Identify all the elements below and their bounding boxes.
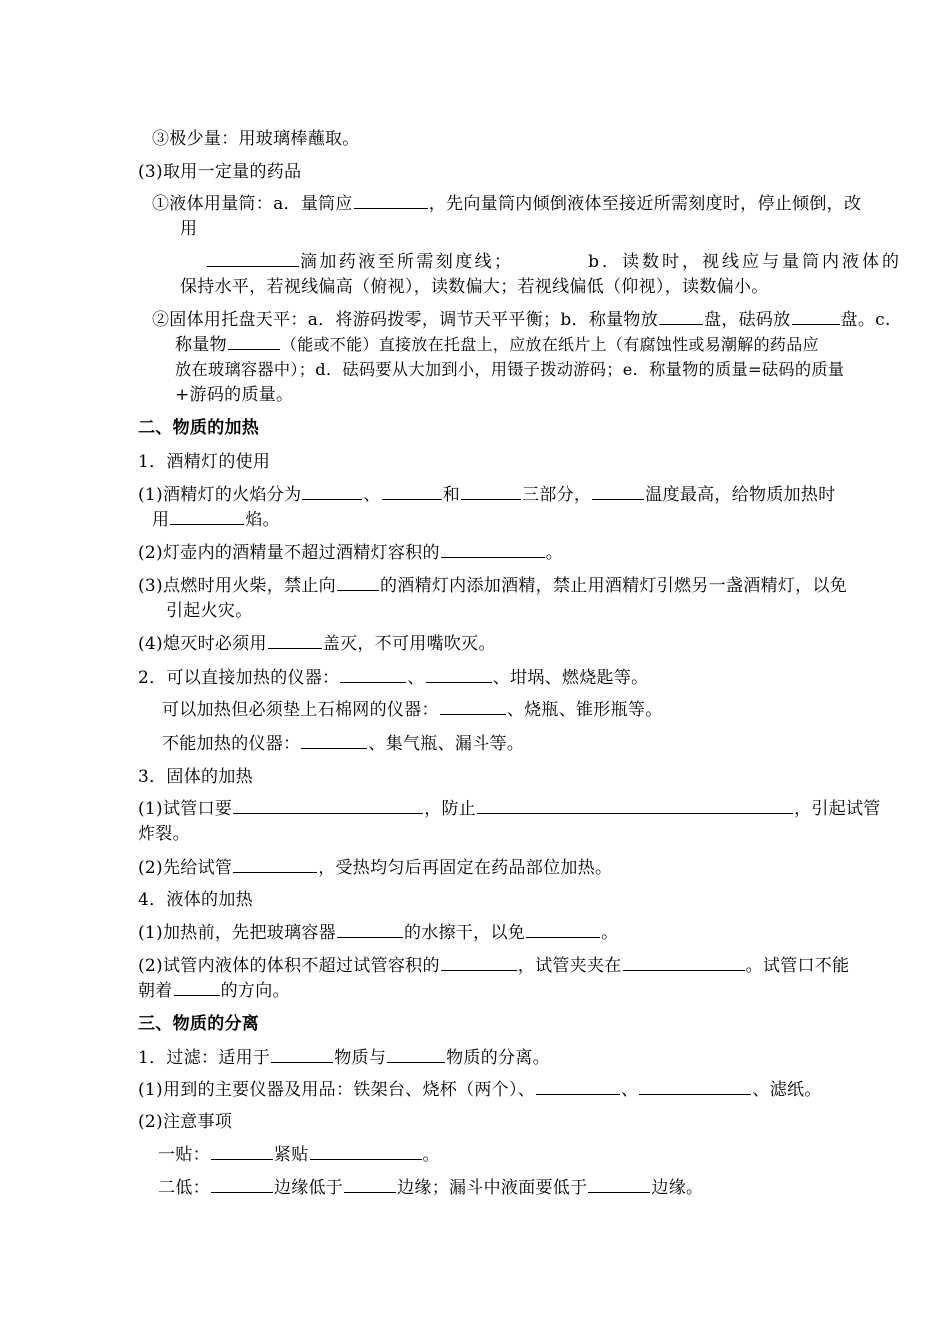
text: 4．液体的加热 <box>138 890 253 910</box>
text-line <box>138 855 612 881</box>
text: 朝着 <box>138 981 173 1001</box>
text: 1．过滤：适用于 <box>138 1048 271 1068</box>
text: +游码的质量。 <box>175 385 294 405</box>
blank-field[interactable] <box>354 191 428 209</box>
text: 、 <box>363 485 381 505</box>
text: 称量物 <box>175 335 227 355</box>
text: 引起火灾。 <box>166 601 253 621</box>
text-line <box>138 764 253 790</box>
blank-field[interactable] <box>477 796 793 814</box>
text: 用 <box>152 510 170 530</box>
section-heading <box>138 415 259 441</box>
text: （能或不能）直接放在托盘上，应放在纸片上（有腐蚀性或易潮解的药品应 <box>280 335 819 354</box>
blank-field[interactable] <box>174 978 220 996</box>
text: 边缘。 <box>651 1178 704 1198</box>
blank-field[interactable] <box>233 796 423 814</box>
text-line <box>138 159 301 185</box>
text: ，防止 <box>424 799 477 819</box>
text: 。 <box>601 923 619 943</box>
text: 焰。 <box>245 510 280 530</box>
text: 、坩埚、燃烧匙等。 <box>492 668 649 688</box>
blank-field[interactable] <box>623 953 745 971</box>
text: (4)熄灭时必须用 <box>138 634 267 654</box>
text: 、 <box>407 668 425 688</box>
text-line <box>152 126 360 152</box>
blank-field[interactable] <box>426 665 492 683</box>
text: (2)先给试管 <box>138 858 233 878</box>
text: 炸裂。 <box>138 824 190 844</box>
text: 。 <box>545 543 564 563</box>
text: (1)酒精灯的火焰分为 <box>138 485 302 505</box>
text: (1)加热前，先把玻璃容器 <box>138 923 336 943</box>
blank-field[interactable] <box>302 482 362 500</box>
text: 2．可以直接加热的仪器： <box>138 668 340 688</box>
text-line <box>152 307 891 333</box>
text: 3．固体的加热 <box>138 767 253 787</box>
text: 温度最高，给物质加热时 <box>645 485 836 505</box>
blank-field[interactable] <box>170 507 244 525</box>
text: 1．酒精灯的使用 <box>138 452 271 472</box>
text: ，受热均匀后再固定在药品部位加热。 <box>318 858 613 878</box>
text: ①液体用量筒：a．量筒应 <box>152 194 353 214</box>
blank-field[interactable] <box>211 1142 273 1160</box>
heading-text: 二、物质的加热 <box>138 418 260 438</box>
text-line <box>138 953 849 979</box>
text: 边缘低于 <box>273 1178 344 1198</box>
text-line <box>138 1109 232 1135</box>
text: 盘，砝码放 <box>704 310 791 330</box>
text: (3)取用一定量的药品 <box>138 162 302 182</box>
text: (2)试管内液体的体积不超过试管容积的 <box>138 956 440 976</box>
blank-field[interactable] <box>440 697 506 715</box>
text-line <box>180 216 197 242</box>
blank-field[interactable] <box>301 731 367 749</box>
text-line <box>162 731 524 757</box>
text-line <box>138 821 190 847</box>
blank-field[interactable] <box>588 1175 650 1193</box>
text-line <box>180 274 769 300</box>
text-line <box>138 920 618 946</box>
text: 放在玻璃容器中）；d．砝码要从大加到小，用镊子拨动游码；e．称量物的质量=砝码的质量 <box>175 360 845 379</box>
text: 保持水平，若视线偏高（俯视），读数偏大；若视线偏低（仰视），读数偏小。 <box>180 277 769 297</box>
text-line <box>175 382 293 408</box>
text: 不能加热的仪器： <box>162 734 301 754</box>
text: 滴加药液至所需刻度线； <box>300 252 514 272</box>
blank-field[interactable] <box>340 665 406 683</box>
text-line <box>166 598 253 624</box>
text-line <box>138 1045 550 1071</box>
text: 用 <box>180 219 198 239</box>
text: 和 <box>442 485 461 505</box>
text-line <box>138 978 290 1004</box>
text: 、 <box>621 1080 639 1100</box>
blank-field[interactable] <box>387 1045 445 1063</box>
text: 的方向。 <box>220 981 290 1001</box>
text: ②固体用托盘天平：a．将游码拨零，调节天平平衡；b．称量物放 <box>152 310 659 330</box>
text: 物质与 <box>334 1048 387 1068</box>
text-line <box>138 887 253 913</box>
text: 的水擦干，以免 <box>403 923 526 943</box>
text: (1)试管口要 <box>138 799 233 819</box>
text: 物质的分离。 <box>446 1048 550 1068</box>
text: (1)用到的主要仪器及用品：铁架台、烧杯（两个）、 <box>138 1080 536 1100</box>
text-line <box>175 357 844 383</box>
blank-field[interactable] <box>268 631 322 649</box>
text-line <box>152 507 280 533</box>
blank-field[interactable] <box>526 920 600 938</box>
blank-field[interactable] <box>337 920 403 938</box>
text: ，试管夹夹在 <box>517 956 622 976</box>
blank-field[interactable] <box>592 482 644 500</box>
text-line <box>175 332 819 358</box>
text: ，先向量筒内倾倒液体至接近所需刻度时，停止倾倒，改 <box>428 194 862 214</box>
heading-text: 三、物质的分离 <box>138 1014 260 1034</box>
text-line <box>152 191 861 217</box>
text: 紧贴 <box>273 1145 309 1165</box>
text-line <box>138 631 496 657</box>
text: 盘。c. <box>840 310 891 330</box>
text: 、烧瓶、锥形瓶等。 <box>506 700 663 720</box>
blank-field[interactable] <box>441 953 517 971</box>
blank-field[interactable] <box>344 1175 396 1193</box>
blank-field[interactable] <box>337 573 379 591</box>
blank-field[interactable] <box>310 1142 422 1160</box>
text-line <box>158 1142 440 1168</box>
blank-field[interactable] <box>207 249 299 267</box>
blank-field[interactable] <box>211 1175 273 1193</box>
text: ③极少量：用玻璃棒蘸取。 <box>152 129 360 149</box>
text-line <box>138 796 881 822</box>
text: (2)灯壶内的酒精量不超过酒精灯容积的 <box>138 543 440 563</box>
blank-field[interactable] <box>536 1077 620 1095</box>
text-line <box>138 665 648 691</box>
text: 三部分， <box>522 485 592 505</box>
section-heading <box>138 1011 259 1037</box>
text: 、集气瓶、漏斗等。 <box>368 734 525 754</box>
text-line <box>158 1175 703 1201</box>
text-line <box>138 1077 822 1103</box>
text: 。试管口不能 <box>745 956 850 976</box>
blank-field[interactable] <box>382 482 442 500</box>
text: 一贴： <box>158 1145 210 1165</box>
blank-field[interactable] <box>441 540 545 558</box>
text: (3)点燃时用火柴，禁止向 <box>138 576 336 596</box>
text: 边缘；漏斗中液面要低于 <box>397 1178 588 1198</box>
text: 可以加热但必须垫上石棉网的仪器： <box>162 700 439 720</box>
text: 。 <box>422 1145 440 1165</box>
text-line <box>138 482 836 508</box>
blank-field[interactable] <box>233 855 317 873</box>
text: b．读数时，视线应与量筒内液体的 <box>588 252 902 272</box>
blank-field[interactable] <box>228 332 280 350</box>
blank-field[interactable] <box>271 1045 333 1063</box>
text: 、滤纸。 <box>752 1080 822 1100</box>
blank-field[interactable] <box>659 307 703 325</box>
text: 盖灭，不可用嘴吹灭。 <box>322 634 496 654</box>
text: 的酒精灯内添加酒精，禁止用酒精灯引燃另一盏酒精灯，以免 <box>379 576 848 596</box>
text: 二低： <box>158 1178 210 1198</box>
text-line <box>138 573 847 599</box>
text-line <box>138 540 563 566</box>
text-line <box>138 449 270 475</box>
blank-field[interactable] <box>792 307 840 325</box>
text: ，引起试管 <box>794 799 881 819</box>
text: (2)注意事项 <box>138 1112 233 1132</box>
text-line <box>206 249 902 275</box>
blank-field[interactable] <box>639 1077 751 1095</box>
blank-field[interactable] <box>461 482 521 500</box>
text-line <box>162 697 663 723</box>
